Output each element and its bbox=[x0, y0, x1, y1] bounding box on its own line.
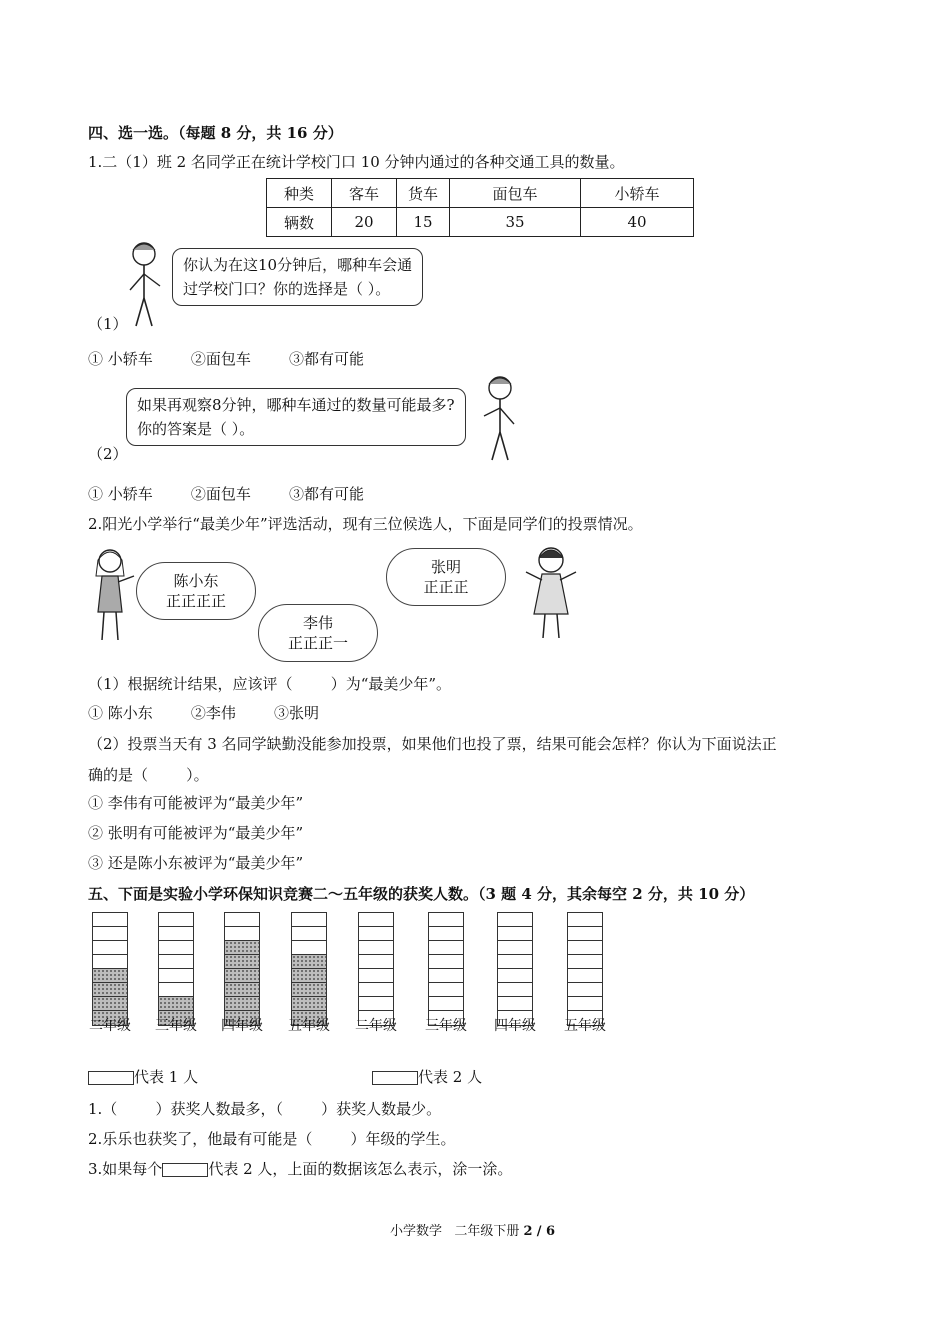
speech-bubble-2 bbox=[126, 388, 466, 446]
bar-cell bbox=[359, 927, 393, 941]
speech-bubble-1 bbox=[172, 248, 423, 306]
section5-heading: 五、下面是实验小学环保知识竞赛二～五年级的获奖人数。（3 题 4 分，其余每空 2 分，共 10 分） bbox=[88, 885, 755, 903]
legend-text: 代表 2 人 bbox=[418, 1068, 483, 1086]
blank-bar[interactable] bbox=[567, 912, 603, 1026]
bar-cell bbox=[568, 913, 602, 927]
bar-cell bbox=[159, 913, 193, 927]
bar-cell bbox=[568, 997, 602, 1011]
legend-2 bbox=[372, 1066, 482, 1087]
q1-intro: 1.二（1）班 2 名同学正在统计学校门口 10 分钟内通过的各种交通工具的数量。 bbox=[88, 153, 625, 171]
sub2-label: （2） bbox=[88, 445, 128, 463]
bar-cell bbox=[359, 997, 393, 1011]
bar-cell bbox=[429, 927, 463, 941]
boy-illustration bbox=[474, 372, 526, 464]
bar-cell bbox=[225, 927, 259, 941]
bar-cell bbox=[292, 927, 326, 941]
bar-cell bbox=[359, 955, 393, 969]
bar-category-label: 五年级 bbox=[288, 1018, 330, 1034]
bar-cell bbox=[359, 983, 393, 997]
bar-cell bbox=[429, 969, 463, 983]
tally-votes: 正正正一 bbox=[287, 634, 348, 652]
bar-cell bbox=[498, 941, 532, 955]
bar-cell bbox=[359, 913, 393, 927]
girl-illustration bbox=[86, 546, 138, 642]
q2-sub1-options: ① 陈小东 ②李伟 ③张明 bbox=[88, 704, 320, 722]
bar-cell bbox=[159, 941, 193, 955]
filled-bar bbox=[291, 912, 327, 1026]
table-cell: 20 bbox=[332, 208, 397, 237]
bar-cell bbox=[159, 997, 193, 1011]
bar-cell bbox=[225, 913, 259, 927]
vote-cloud-li bbox=[258, 604, 378, 662]
bar-cell bbox=[292, 969, 326, 983]
bar-cell bbox=[498, 927, 532, 941]
bar-cell bbox=[292, 941, 326, 955]
bar-cell bbox=[159, 969, 193, 983]
bar-category-label: 三年级 bbox=[155, 1018, 197, 1034]
bar-cell bbox=[429, 997, 463, 1011]
bar-cell bbox=[498, 969, 532, 983]
bar-cell bbox=[568, 955, 602, 969]
bar-cell bbox=[225, 941, 259, 955]
bar-cell bbox=[93, 941, 127, 955]
bar-cell bbox=[93, 955, 127, 969]
blank-bar[interactable] bbox=[358, 912, 394, 1026]
bar-cell bbox=[498, 955, 532, 969]
bar-category-label: 四年级 bbox=[494, 1018, 536, 1034]
candidate-name: 李伟 bbox=[302, 614, 333, 632]
table-cell: 面包车 bbox=[450, 179, 581, 208]
legend-1 bbox=[88, 1066, 198, 1087]
bar-category-label: 四年级 bbox=[221, 1018, 263, 1034]
tally-votes: 正正正 bbox=[423, 578, 469, 596]
q2-sub2-line1: （2）投票当天有 3 名同学缺勤没能参加投票，如果他们也投了票，结果可能会怎样？你认为下面说法正 bbox=[88, 735, 777, 753]
bar-cell bbox=[292, 955, 326, 969]
candidate-name: 陈小东 bbox=[173, 572, 219, 590]
bar-cell bbox=[159, 983, 193, 997]
section4-heading: 四、选一选。（每题 8 分，共 16 分） bbox=[88, 124, 343, 142]
girl-illustration bbox=[520, 544, 582, 640]
q2-option-2: ② 张明有可能被评为“最美少年” bbox=[88, 824, 304, 842]
q2-option-1: ① 李伟有可能被评为“最美少年” bbox=[88, 794, 304, 812]
bar-cell bbox=[292, 913, 326, 927]
traffic-table bbox=[266, 178, 694, 237]
bar-cell bbox=[429, 913, 463, 927]
bar-category-label: 二年级 bbox=[355, 1018, 397, 1034]
bar-cell bbox=[93, 913, 127, 927]
s5-q3 bbox=[88, 1158, 512, 1179]
bar-cell bbox=[93, 927, 127, 941]
legend-box bbox=[162, 1163, 208, 1177]
tally-votes: 正正正正 bbox=[165, 592, 226, 610]
bar-category-label: 五年级 bbox=[564, 1018, 606, 1034]
footer-total: / 6 bbox=[536, 1224, 556, 1239]
table-row bbox=[267, 179, 694, 208]
bar-cell bbox=[498, 997, 532, 1011]
table-cell: 辆数 bbox=[267, 208, 332, 237]
q2-sub1: （1）根据统计结果，应该评（ ）为“最美少年”。 bbox=[88, 675, 452, 693]
bubble-line: 过学校门口？你的选择是（ ）。 bbox=[183, 280, 391, 298]
s5-q2: 2.乐乐也获奖了，他最有可能是（ ）年级的学生。 bbox=[88, 1130, 456, 1148]
table-cell: 种类 bbox=[267, 179, 332, 208]
footer-subject: 小学数学 二年级下册 bbox=[390, 1224, 520, 1239]
table-cell: 35 bbox=[450, 208, 581, 237]
table-cell: 40 bbox=[581, 208, 694, 237]
bar-cell bbox=[429, 955, 463, 969]
filled-bar bbox=[158, 912, 194, 1026]
filled-bar bbox=[92, 912, 128, 1026]
bar-cell bbox=[159, 955, 193, 969]
legend-box bbox=[372, 1071, 418, 1085]
q2-sub2-line2: 确的是（ ）。 bbox=[88, 766, 209, 784]
vote-cloud-zhang bbox=[386, 548, 506, 606]
bubble-line: 你的答案是（ ）。 bbox=[137, 420, 255, 438]
blank-bar[interactable] bbox=[428, 912, 464, 1026]
table-cell: 15 bbox=[397, 208, 450, 237]
q3-prefix: 3.如果每个 bbox=[88, 1160, 163, 1178]
bar-cell bbox=[568, 983, 602, 997]
candidate-name: 张明 bbox=[430, 558, 461, 576]
table-row bbox=[267, 208, 694, 237]
bar-cell bbox=[93, 969, 127, 983]
s5-q1: 1.（ ）获奖人数最多，（ ）获奖人数最少。 bbox=[88, 1100, 442, 1118]
legend-box bbox=[88, 1071, 134, 1085]
blank-bar[interactable] bbox=[497, 912, 533, 1026]
bar-cell bbox=[359, 969, 393, 983]
table-cell: 客车 bbox=[332, 179, 397, 208]
bar-cell bbox=[359, 941, 393, 955]
table-cell: 小轿车 bbox=[581, 179, 694, 208]
bar-cell bbox=[498, 983, 532, 997]
bar-cell bbox=[225, 997, 259, 1011]
bar-cell bbox=[159, 927, 193, 941]
bar-cell bbox=[568, 941, 602, 955]
q2-option-3: ③ 还是陈小东被评为“最美少年” bbox=[88, 854, 304, 872]
bar-cell bbox=[225, 969, 259, 983]
vote-cloud-chen bbox=[136, 562, 256, 620]
bar-cell bbox=[568, 969, 602, 983]
page-footer bbox=[390, 1220, 555, 1239]
q3-suffix: 代表 2 人，上面的数据该怎么表示，涂一涂。 bbox=[208, 1160, 513, 1178]
bar-cell bbox=[292, 997, 326, 1011]
bar-cell bbox=[93, 983, 127, 997]
bubble-line: 如果再观察8分钟，哪种车通过的数量可能最多? bbox=[137, 396, 455, 414]
filled-bar bbox=[224, 912, 260, 1026]
bar-cell bbox=[93, 997, 127, 1011]
sub1-options: ① 小轿车 ②面包车 ③都有可能 bbox=[88, 350, 365, 368]
bar-cell bbox=[225, 983, 259, 997]
bar-cell bbox=[429, 941, 463, 955]
footer-page: 2 bbox=[523, 1224, 533, 1239]
bar-cell bbox=[568, 927, 602, 941]
bar-cell bbox=[498, 913, 532, 927]
bar-cell bbox=[292, 983, 326, 997]
bar-category-label: 二年级 bbox=[89, 1018, 131, 1034]
sub1-label: （1） bbox=[88, 315, 128, 333]
table-cell: 货车 bbox=[397, 179, 450, 208]
legend-text: 代表 1 人 bbox=[134, 1068, 199, 1086]
bar-cell bbox=[225, 955, 259, 969]
bar-category-label: 三年级 bbox=[425, 1018, 467, 1034]
sub2-options: ① 小轿车 ②面包车 ③都有可能 bbox=[88, 485, 365, 503]
q2-intro: 2.阳光小学举行“最美少年”评选活动，现有三位候选人，下面是同学们的投票情况。 bbox=[88, 515, 643, 533]
bubble-line: 你认为在这10分钟后，哪种车会通 bbox=[183, 256, 413, 274]
bar-cell bbox=[429, 983, 463, 997]
